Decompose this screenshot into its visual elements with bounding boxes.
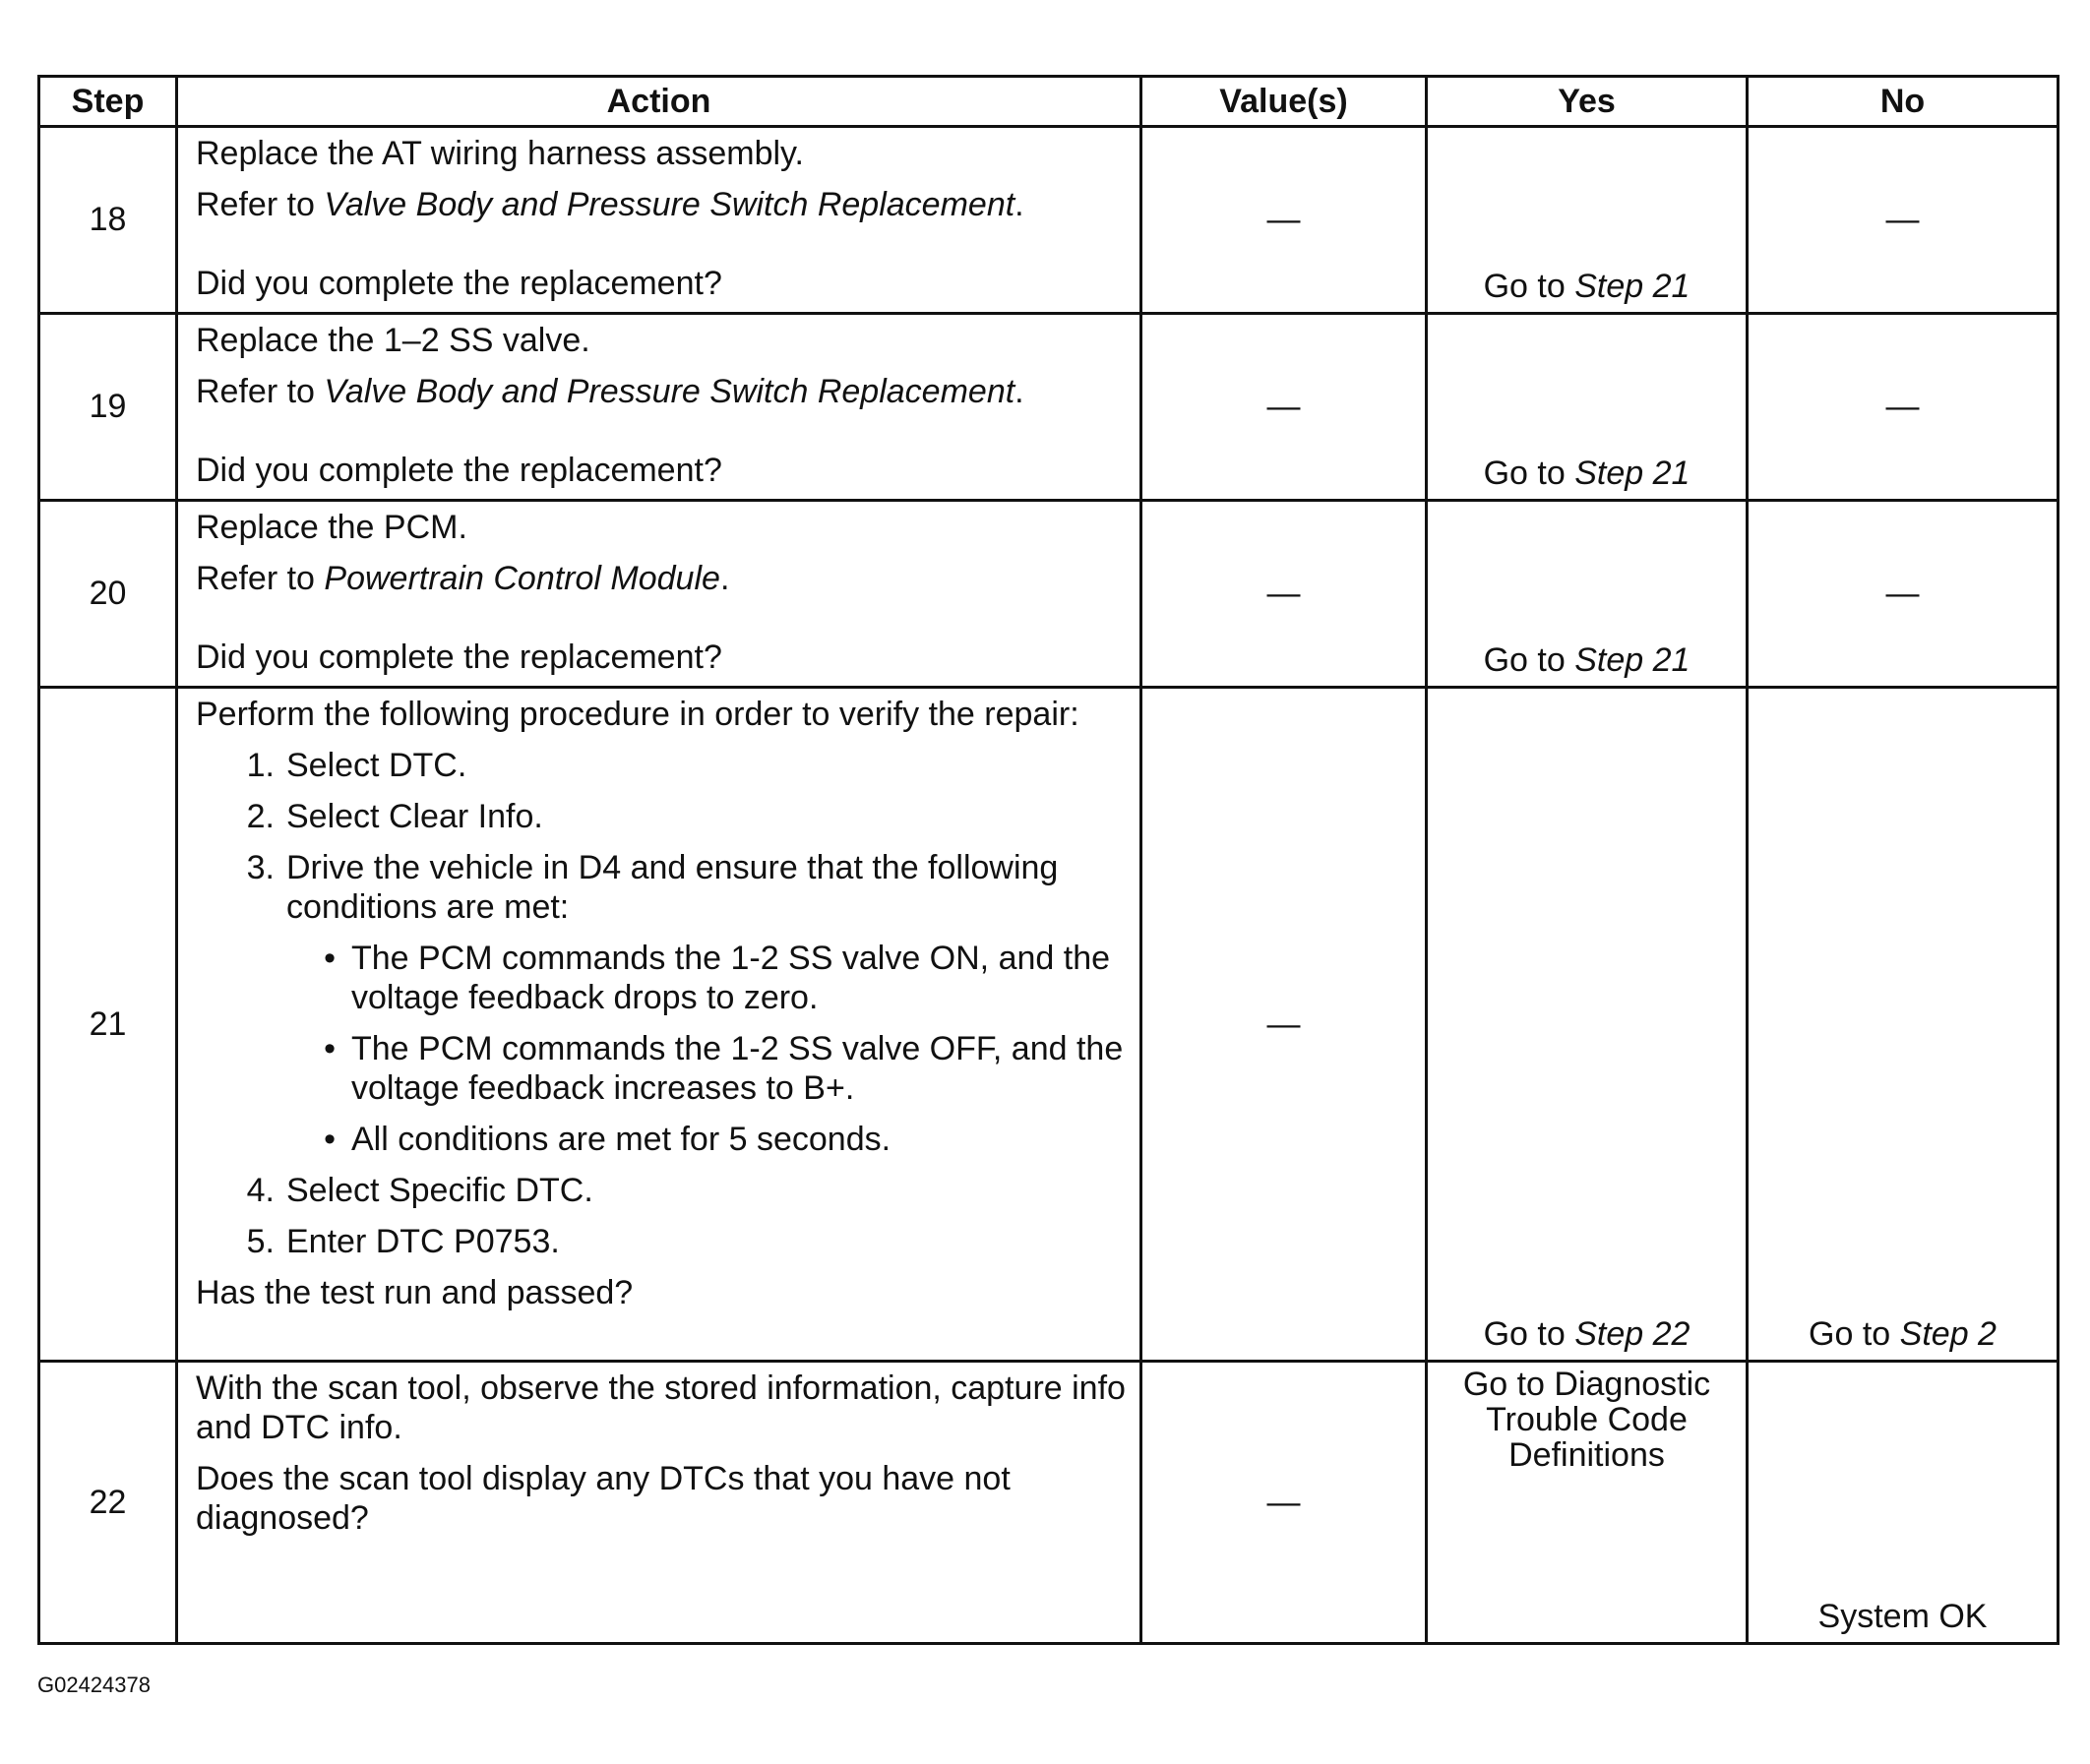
refer-link[interactable]: Valve Body and Pressure Switch Replacement <box>324 186 1015 223</box>
yes-step-link[interactable]: Step 21 <box>1574 268 1690 305</box>
question-text: Did you complete the replacement? <box>196 265 722 302</box>
list-text: Enter DTC P0753. <box>286 1223 560 1260</box>
procedure-list <box>196 746 1126 1261</box>
table-row <box>39 1362 2059 1644</box>
bullet-item <box>286 1029 1126 1108</box>
action-cell <box>177 688 1141 1362</box>
yes-cell <box>1427 501 1748 688</box>
table-row <box>39 127 2059 314</box>
yes-cell <box>1427 127 1748 314</box>
refer-prefix: Refer to <box>196 373 315 410</box>
step-number: 22 <box>39 1362 177 1644</box>
list-item <box>196 1171 1126 1210</box>
action-text: With the scan tool, observe the stored information, capture info and DTC info. <box>196 1369 1126 1446</box>
refer-suffix: . <box>1014 373 1024 410</box>
bullet-icon: • <box>324 1121 336 1158</box>
yes-prefix: Go to <box>1483 268 1566 305</box>
yes-prefix: Go to <box>1483 641 1566 679</box>
question-text: Does the scan tool display any DTCs that you have not diagnosed? <box>196 1460 1011 1537</box>
list-text: Drive the vehicle in D4 and ensure that the following conditions are met: <box>286 849 1059 926</box>
step-number: 19 <box>39 314 177 501</box>
yes-cell <box>1427 688 1748 1362</box>
refer-suffix: . <box>719 560 730 597</box>
table-row <box>39 688 2059 1362</box>
list-number: 1. <box>246 747 275 784</box>
value-cell: — <box>1141 314 1427 501</box>
list-item <box>196 1222 1126 1261</box>
bullet-icon: • <box>324 1030 336 1067</box>
procedure-intro: Perform the following procedure in order to verify the repair: <box>196 696 1079 733</box>
header-yes: Yes <box>1427 77 1748 127</box>
action-cell <box>177 1362 1141 1644</box>
value-cell: — <box>1141 688 1427 1362</box>
diagnostic-table <box>37 75 2059 1645</box>
no-cell: — <box>1748 127 2059 314</box>
list-item <box>196 797 1126 836</box>
value-cell: — <box>1141 1362 1427 1644</box>
figure-id: G02424378 <box>37 1673 151 1697</box>
no-cell <box>1748 688 2059 1362</box>
yes-prefix: Go to <box>1483 1315 1566 1353</box>
question-text: Did you complete the replacement? <box>196 452 722 489</box>
list-number: 3. <box>246 849 275 886</box>
refer-prefix: Refer to <box>196 560 315 597</box>
refer-line <box>196 372 1126 411</box>
condition-list <box>286 939 1126 1159</box>
yes-cell[interactable]: Go to Diagnostic Trouble Code Definitions <box>1427 1362 1748 1644</box>
list-item <box>196 746 1126 785</box>
action-text: Replace the PCM. <box>196 509 467 546</box>
no-cell: — <box>1748 501 2059 688</box>
yes-step-link[interactable]: Step 21 <box>1574 641 1690 679</box>
yes-prefix: Go to <box>1483 455 1566 492</box>
bullet-text: The PCM commands the 1-2 SS valve OFF, and the voltage feedback increases to B+. <box>351 1030 1124 1107</box>
table-row <box>39 501 2059 688</box>
no-cell: System OK <box>1748 1362 2059 1644</box>
list-text: Select Specific DTC. <box>286 1172 593 1209</box>
bullet-text: The PCM commands the 1-2 SS valve ON, and the voltage feedback drops to zero. <box>351 940 1111 1016</box>
no-prefix: Go to <box>1809 1315 1891 1353</box>
header-action: Action <box>177 77 1141 127</box>
list-number: 4. <box>246 1172 275 1209</box>
bullet-icon: • <box>324 940 336 977</box>
action-cell <box>177 501 1141 688</box>
list-item <box>196 848 1126 1159</box>
bullet-item <box>286 1120 1126 1159</box>
yes-cell <box>1427 314 1748 501</box>
yes-step-link[interactable]: Step 22 <box>1574 1315 1690 1353</box>
action-cell <box>177 127 1141 314</box>
value-cell: — <box>1141 501 1427 688</box>
refer-prefix: Refer to <box>196 186 315 223</box>
list-number: 2. <box>246 798 275 835</box>
list-number: 5. <box>246 1223 275 1260</box>
refer-link[interactable]: Valve Body and Pressure Switch Replacement <box>324 373 1015 410</box>
refer-line <box>196 559 1126 598</box>
table-row <box>39 314 2059 501</box>
refer-line <box>196 185 1126 224</box>
step-number: 21 <box>39 688 177 1362</box>
header-no: No <box>1748 77 2059 127</box>
bullet-text: All conditions are met for 5 seconds. <box>351 1121 891 1158</box>
no-step-link[interactable]: Step 2 <box>1899 1315 1997 1353</box>
step-number: 20 <box>39 501 177 688</box>
action-cell <box>177 314 1141 501</box>
question-text: Did you complete the replacement? <box>196 639 722 676</box>
header-values: Value(s) <box>1141 77 1427 127</box>
bullet-item <box>286 939 1126 1017</box>
refer-link[interactable]: Powertrain Control Module <box>324 560 720 597</box>
header-step: Step <box>39 77 177 127</box>
action-text: Replace the 1–2 SS valve. <box>196 322 590 359</box>
step-number: 18 <box>39 127 177 314</box>
list-text-with-bullets <box>286 848 1126 1159</box>
no-cell: — <box>1748 314 2059 501</box>
list-text: Select Clear Info. <box>286 798 543 835</box>
action-text: Replace the AT wiring harness assembly. <box>196 135 804 172</box>
refer-suffix: . <box>1014 186 1024 223</box>
table-header-row <box>39 77 2059 127</box>
value-cell: — <box>1141 127 1427 314</box>
question-text: Has the test run and passed? <box>196 1274 634 1311</box>
list-text: Select DTC. <box>286 747 467 784</box>
yes-step-link[interactable]: Step 21 <box>1574 455 1690 492</box>
